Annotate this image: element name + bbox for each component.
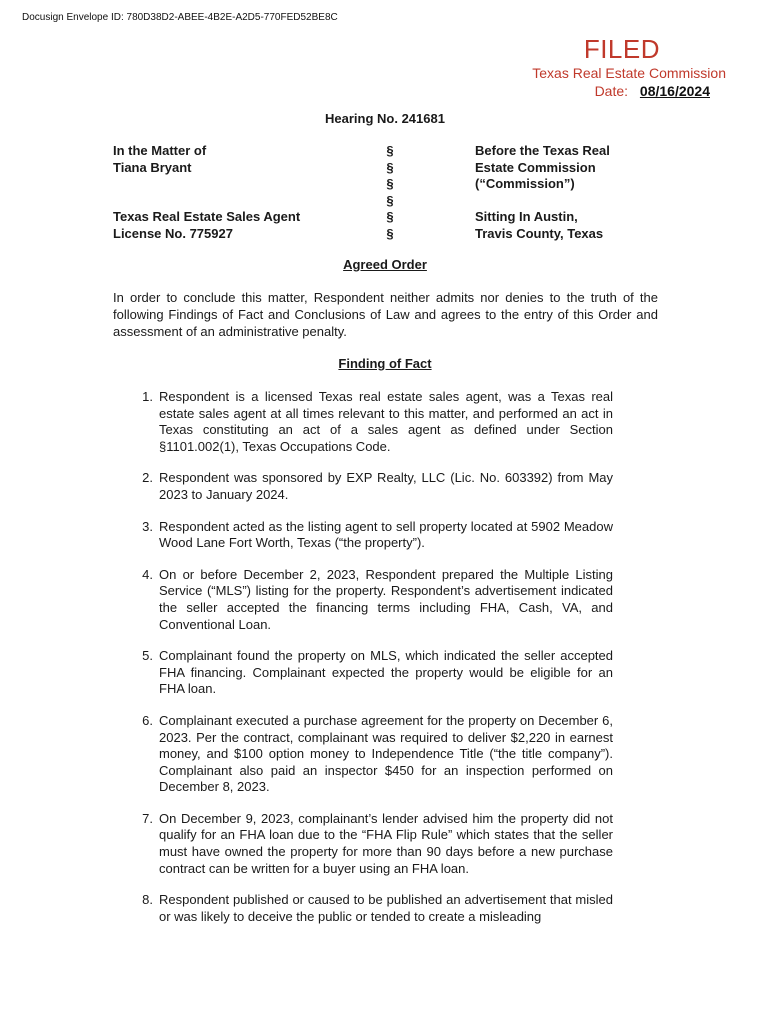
section-mark: § <box>386 225 394 241</box>
findings-heading: Finding of Fact <box>338 356 432 371</box>
finding-number: 6. <box>142 712 153 728</box>
intro-paragraph: In order to conclude this matter, Respondent neither admits nor denies to the truth of the following Findings of Fact and Conclusions of Law and agrees to the entry of this Order and assessment of an administrative penalty. <box>113 290 658 339</box>
caption-left-line: Texas Real Estate Sales Agent <box>113 209 301 224</box>
finding-item <box>113 519 613 552</box>
stamp-date-value: 08/16/2024 <box>639 83 710 99</box>
stamp-date-label: Date: <box>594 83 629 99</box>
finding-item <box>113 389 613 455</box>
hearing-number: Hearing No. 241681 <box>325 111 445 126</box>
filed-stamp <box>466 34 726 100</box>
finding-item <box>113 470 613 503</box>
section-mark: § <box>386 192 394 208</box>
finding-text: Respondent acted as the listing agent to sell property located at 5902 Meadow Wood Lane Fort Worth, Texas (“the property”). <box>159 518 613 551</box>
caption-left-line: Tiana Bryant <box>113 159 192 175</box>
section-mark: § <box>386 143 394 158</box>
finding-item <box>113 892 613 925</box>
section-mark: § <box>386 176 394 191</box>
finding-number: 7. <box>142 810 153 826</box>
caption-right-line: Sitting In Austin, <box>475 209 578 224</box>
finding-number: 2. <box>142 470 153 486</box>
caption-left-line <box>113 176 353 193</box>
finding-text: Complainant executed a purchase agreement for the property on December 6, 2023. Per the contract, complainant was required to deliver $2,220 in earnest money, and $100 option money to Independence Title (“the title company”). Complainant also paid an inspector $450 for an inspection performed on December 8, 2023. <box>159 712 613 795</box>
finding-text: Respondent published or caused to be published an advertisement that misled or was likely to deceive the public or tended to create a misleading <box>159 892 613 924</box>
finding-text: Complainant found the property on MLS, which indicated the seller accepted FHA financing. Complainant expected the property would be eligible for an FHA loan. <box>159 648 613 697</box>
agreed-order-heading: Agreed Order <box>343 257 427 272</box>
caption-right <box>475 143 675 242</box>
finding-text: Respondent is a licensed Texas real estate sales agent, was a Texas real estate sales agent at all times relevant to this matter, and performed an act in Texas constituting an act of a sales agent as defined under Section §1101.002(1), Texas Occupations Code. <box>159 389 613 454</box>
finding-number: 8. <box>142 892 153 908</box>
caption-left-line: License No. 775927 <box>113 225 233 241</box>
finding-number: 4. <box>142 566 153 582</box>
caption-left <box>113 143 353 242</box>
filed-label: FILED <box>583 34 660 64</box>
findings-list <box>113 389 613 940</box>
caption-left-line <box>113 193 353 210</box>
finding-item <box>113 648 613 698</box>
caption-right-line: Travis County, Texas <box>475 225 604 241</box>
finding-item <box>113 713 613 796</box>
finding-item <box>113 567 613 633</box>
docusign-envelope-id: Docusign Envelope ID: 780D38D2-ABEE-4B2E-A2D5-770FED52BE8C <box>22 12 338 23</box>
stamp-date-line <box>466 82 712 100</box>
caption-right-line: Before the Texas Real <box>475 143 610 158</box>
caption-section-marks <box>383 143 397 242</box>
finding-number: 5. <box>142 648 153 664</box>
caption-left-line: In the Matter of <box>113 143 207 158</box>
caption-right-line <box>475 193 675 210</box>
finding-text: Respondent was sponsored by EXP Realty, LLC (Lic. No. 603392) from May 2023 to January 2024. <box>159 470 613 502</box>
finding-number: 1. <box>142 389 153 404</box>
section-mark: § <box>386 209 394 224</box>
finding-text: On December 9, 2023, complainant’s lender advised him the property did not qualify for an FHA loan due to the “FHA Flip Rule” which states that the seller must have owned the property for more than 90 days before a new purchase contract can be written for a buyer using an FHA loan. <box>159 810 613 876</box>
finding-text: On or before December 2, 2023, Respondent prepared the Multiple Listing Service (“MLS”) listing for the property. Respondent’s advertisement indicated the seller accepted the financing terms including FHA, Cash, VA, and Conventional Loan. <box>159 566 613 632</box>
finding-number: 3. <box>142 518 153 534</box>
caption-right-line: (“Commission”) <box>475 176 575 191</box>
finding-item <box>113 811 613 877</box>
section-mark: § <box>386 159 394 175</box>
caption-right-line: Estate Commission <box>475 159 596 175</box>
stamp-agency: Texas Real Estate Commission <box>532 65 726 81</box>
